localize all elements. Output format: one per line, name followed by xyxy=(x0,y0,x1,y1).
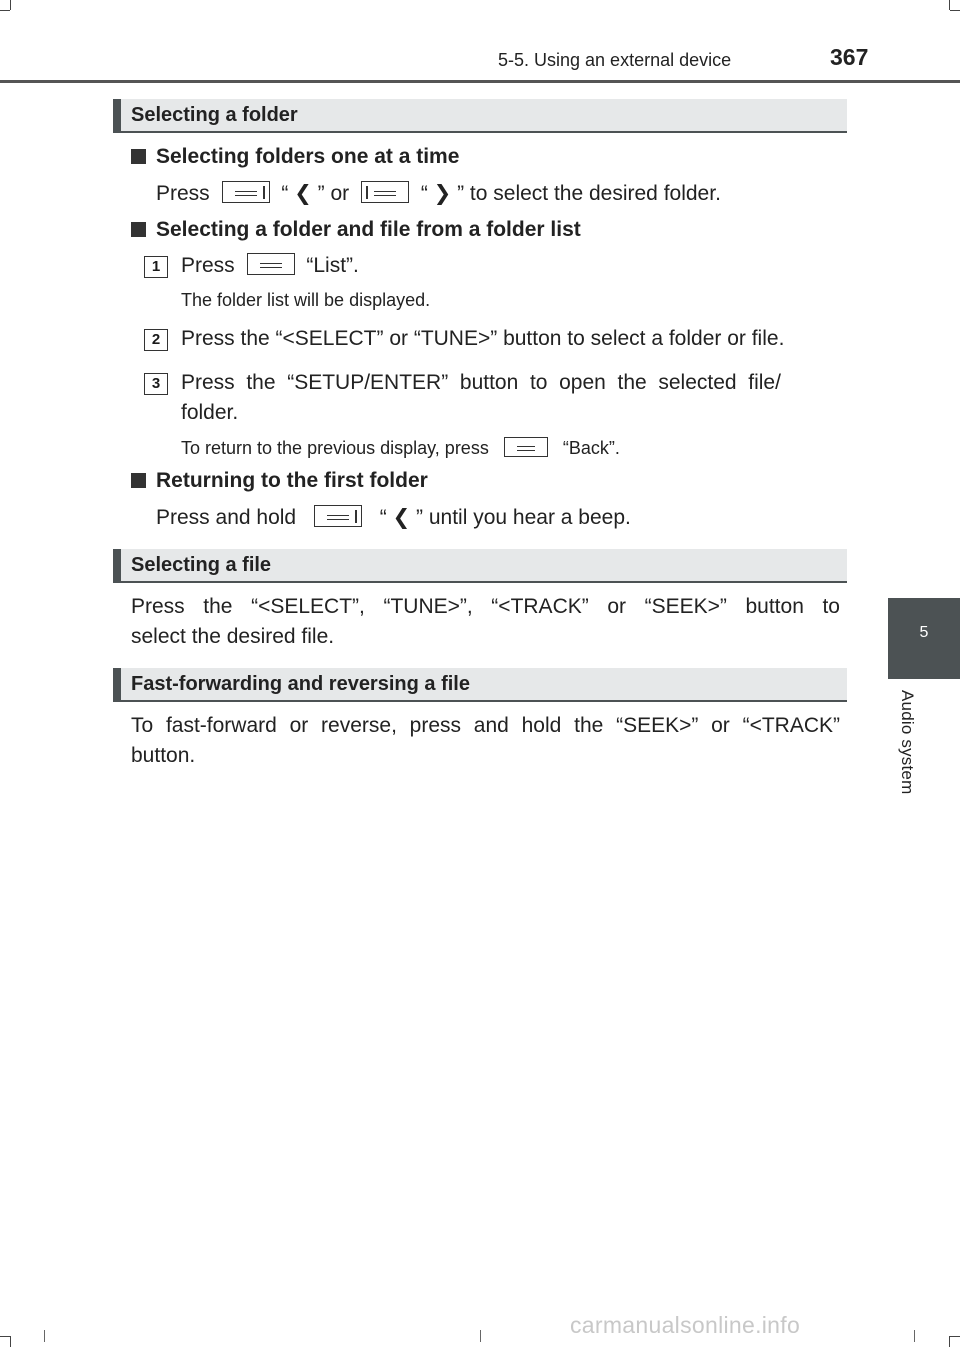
subheading-text: Returning to the first folder xyxy=(156,469,428,492)
crop-mark xyxy=(914,1330,915,1342)
chapter-label: Audio system xyxy=(898,690,917,795)
steering-switch-icon xyxy=(247,253,295,275)
steering-switch-left-icon xyxy=(361,181,409,203)
step-1-line xyxy=(181,254,359,278)
note-text: “Back”. xyxy=(562,438,620,458)
note-text: To return to the previous display, press xyxy=(181,438,489,458)
section-heading-fast-forward xyxy=(113,668,847,702)
header-section-title: 5-5. Using an external device xyxy=(498,50,732,70)
crop-mark xyxy=(0,10,10,11)
subheading-from-list xyxy=(131,218,581,242)
section-title: Selecting a file xyxy=(131,554,272,576)
header-divider xyxy=(0,80,960,83)
crop-mark xyxy=(44,1330,45,1342)
step-number-1: 1 xyxy=(144,256,168,278)
crop-mark xyxy=(949,0,950,10)
step-3-note xyxy=(181,438,620,459)
square-bullet-icon xyxy=(131,149,146,164)
crop-mark xyxy=(949,1336,950,1347)
page-number: 367 xyxy=(830,44,869,70)
crop-mark xyxy=(950,10,960,11)
instruction-text: Press xyxy=(156,182,210,205)
fast-forward-paragraph: To fast-forward or reverse, press and hold the “SEEK>” or “<TRACK” button. xyxy=(131,714,840,767)
steering-switch-right-icon xyxy=(314,505,362,527)
step-text: “List”. xyxy=(306,254,359,277)
instruction-line xyxy=(156,181,721,206)
instruction-text: “ ❯ ” to select the desired folder. xyxy=(420,182,721,205)
steering-switch-right-icon xyxy=(222,181,270,203)
subheading-first-folder xyxy=(131,469,428,493)
crop-mark xyxy=(950,1336,960,1337)
subheading-text: Selecting a folder and file from a folder list xyxy=(156,218,581,241)
step-text: Press xyxy=(181,254,235,277)
section-title: Selecting a folder xyxy=(131,104,298,126)
instruction-text: Press and hold xyxy=(156,506,297,529)
chapter-tab xyxy=(888,598,960,679)
crop-mark xyxy=(10,0,11,10)
step-3-text-line1: Press the “SETUP/ENTER” button to open the selected file/ xyxy=(181,371,781,394)
section-title: Fast-forwarding and reversing a file xyxy=(131,673,470,695)
steering-switch-icon xyxy=(504,437,548,457)
square-bullet-icon xyxy=(131,222,146,237)
step-number-2: 2 xyxy=(144,329,168,351)
section-heading-selecting-folder xyxy=(113,99,847,133)
step-1-note: The folder list will be displayed. xyxy=(181,290,431,310)
crop-mark xyxy=(480,1330,481,1342)
instruction-text: “ ❮ ” until you hear a beep. xyxy=(379,506,631,529)
step-number-3: 3 xyxy=(144,373,168,395)
crop-mark xyxy=(10,1336,11,1347)
square-bullet-icon xyxy=(131,473,146,488)
selecting-file-paragraph: Press the “<SELECT”, “TUNE>”, “<TRACK” or “SEEK>” button to select the desired file. xyxy=(131,595,846,648)
instruction-text: “ ❮ ” or xyxy=(281,182,350,205)
step-2-text: Press the “<SELECT” or “TUNE>” button to select a folder or file. xyxy=(181,327,785,350)
section-heading-selecting-file xyxy=(113,549,847,583)
instruction-line xyxy=(156,505,631,530)
crop-mark xyxy=(0,1336,10,1337)
subheading-one-at-a-time xyxy=(131,145,459,169)
subheading-text: Selecting folders one at a time xyxy=(156,145,460,168)
step-3-text-line2: folder. xyxy=(181,401,239,424)
watermark: carmanualsonline.info xyxy=(570,1312,801,1338)
chapter-number: 5 xyxy=(919,624,929,641)
